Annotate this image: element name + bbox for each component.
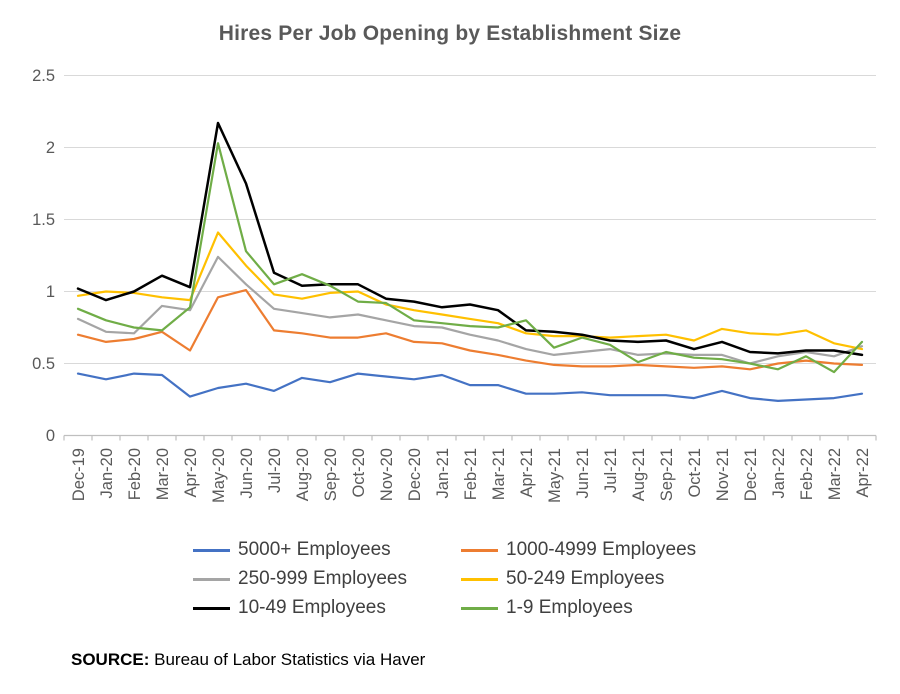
x-axis-label: Dec-19 bbox=[70, 448, 88, 502]
legend-swatch-10-49 bbox=[193, 607, 230, 610]
y-axis-label: 2 bbox=[45, 139, 55, 157]
series-line-1000-4999-employees bbox=[78, 290, 862, 369]
y-axis-label: 1 bbox=[45, 283, 55, 301]
legend-swatch-250-999 bbox=[193, 578, 230, 581]
legend-swatch-1000-4999 bbox=[461, 549, 498, 552]
y-axis-label: 0 bbox=[45, 427, 55, 445]
x-axis-label: May-21 bbox=[546, 448, 564, 504]
x-axis-label: Mar-20 bbox=[154, 448, 172, 501]
legend-label: 250-999 Employees bbox=[238, 568, 407, 589]
chart-title: Hires Per Job Opening by Establishment Size bbox=[218, 22, 682, 45]
x-axis-label: Nov-20 bbox=[378, 448, 396, 502]
x-axis-label: Nov-21 bbox=[714, 448, 732, 502]
legend-item-250-999 bbox=[193, 569, 461, 589]
legend-swatch-1-9 bbox=[461, 607, 498, 610]
x-axis-label: Jun-21 bbox=[574, 448, 592, 499]
legend-label: 5000+ Employees bbox=[238, 539, 391, 560]
x-axis-label: Jul-20 bbox=[266, 448, 284, 493]
x-axis-label: Aug-21 bbox=[630, 448, 648, 502]
x-axis-label: Jul-21 bbox=[602, 448, 620, 493]
x-axis-label: Oct-21 bbox=[686, 448, 704, 498]
x-axis-label: Sep-21 bbox=[658, 448, 676, 502]
legend-item-5000plus bbox=[193, 540, 461, 560]
x-axis-label: Apr-20 bbox=[182, 448, 200, 498]
x-axis-label: Sep-20 bbox=[322, 448, 340, 502]
x-axis-label: Jan-22 bbox=[770, 448, 788, 499]
x-axis-label: Jan-21 bbox=[434, 448, 452, 499]
x-axis-label: Jan-20 bbox=[98, 448, 116, 499]
legend-swatch-5000plus bbox=[193, 549, 230, 552]
x-axis-label: May-20 bbox=[210, 448, 228, 504]
legend-item-10-49 bbox=[193, 598, 461, 618]
legend-swatch-50-249 bbox=[461, 578, 498, 581]
series-line-10-49-employees bbox=[78, 123, 862, 355]
chart-legend bbox=[193, 540, 729, 618]
x-axis-label: Aug-20 bbox=[294, 448, 312, 502]
legend-label: 50-249 Employees bbox=[506, 568, 665, 589]
x-axis-label: Feb-22 bbox=[798, 448, 816, 501]
x-axis-label: Oct-20 bbox=[350, 448, 368, 498]
x-axis-label: Apr-21 bbox=[518, 448, 536, 498]
series-line-5000-employees bbox=[78, 374, 862, 401]
source-text: Bureau of Labor Statistics via Haver bbox=[149, 650, 426, 669]
x-axis-label: Mar-22 bbox=[826, 448, 844, 501]
x-axis-label: Dec-21 bbox=[742, 448, 760, 502]
legend-item-1-9 bbox=[461, 598, 729, 618]
legend-label: 10-49 Employees bbox=[238, 597, 386, 618]
x-axis-label: Dec-20 bbox=[406, 448, 424, 502]
y-axis-label: 1.5 bbox=[32, 211, 55, 229]
x-axis-label: Feb-21 bbox=[462, 448, 480, 501]
y-axis-label: 2.5 bbox=[32, 67, 55, 85]
y-axis-label: 0.5 bbox=[32, 355, 55, 373]
x-axis-label: Jun-20 bbox=[238, 448, 256, 499]
source-note bbox=[71, 650, 425, 670]
x-axis-label: Mar-21 bbox=[490, 448, 508, 501]
x-axis-label: Apr-22 bbox=[854, 448, 872, 498]
source-label: SOURCE: bbox=[71, 650, 150, 669]
legend-label: 1000-4999 Employees bbox=[506, 539, 697, 560]
x-axis-label: Feb-20 bbox=[126, 448, 144, 501]
legend-label: 1-9 Employees bbox=[506, 597, 633, 618]
legend-item-1000-4999 bbox=[461, 540, 729, 560]
legend-item-50-249 bbox=[461, 569, 729, 589]
